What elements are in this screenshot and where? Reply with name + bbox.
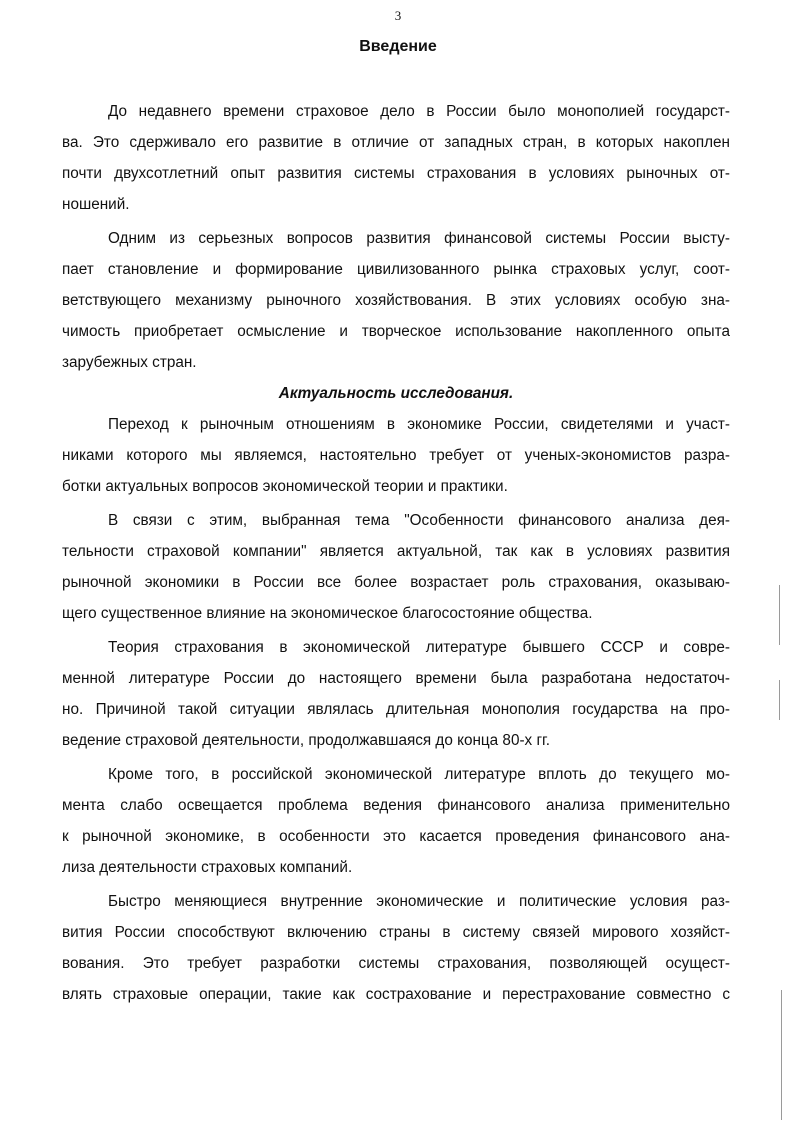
- text-line: ветствующего механизму рыночного хозяйствования. В этих условиях особую зна-: [62, 292, 730, 309]
- text-line: ведение страховой деятельности, продолжавшаяся до конца 80-х гг.: [62, 732, 550, 749]
- text-line: Быстро меняющиеся внутренние экономические и политические условия раз-: [108, 893, 730, 910]
- text-line: тельности страховой компании" является актуальной, так как в условиях развития: [62, 543, 730, 560]
- text-line: но. Причиной такой ситуации являлась длительная монополия государства на про-: [62, 701, 730, 718]
- paragraph-4: [62, 505, 730, 629]
- text-line: ва. Это сдерживало его развитие в отличие от западных стран, в которых накоплен: [62, 134, 730, 151]
- text-line: вования. Это требует разработки системы страхования, позволяющей осущест-: [62, 955, 730, 972]
- body-text: [62, 96, 730, 1010]
- text-line: Кроме того, в российской экономической литературе вплоть до текущего мо-: [108, 766, 730, 783]
- text-line: Одним из серьезных вопросов развития финансовой системы России высту-: [108, 230, 730, 247]
- paragraph-7: [62, 886, 730, 1010]
- scan-artifact: [781, 990, 782, 1120]
- text-line: никами которого мы являемся, настоятельно требует от ученых-экономистов разра-: [62, 447, 730, 464]
- text-line: к рыночной экономике, в особенности это касается проведения финансового ана-: [62, 828, 730, 845]
- text-line: почти двухсотлетний опыт развития системы страхования в условиях рыночных от-: [62, 165, 730, 182]
- text-line: До недавнего времени страховое дело в России было монополией государст-: [108, 103, 730, 120]
- text-line: мента слабо освещается проблема ведения финансового анализа применительно: [62, 797, 730, 814]
- text-line: чимость приобретает осмысление и творческое использование накопленного опыта: [62, 323, 730, 340]
- text-line: Переход к рыночным отношениям в экономике России, свидетелями и участ-: [108, 416, 730, 433]
- text-line: вития России способствуют включению страны в систему связей мирового хозяйст-: [62, 924, 730, 941]
- text-line: ношений.: [62, 196, 130, 213]
- paragraph-5: [62, 632, 730, 756]
- page-number: 3: [394, 8, 402, 23]
- text-line: менной литературе России до настоящего времени была разработана недостаточ-: [62, 670, 730, 687]
- text-line: щего существенное влияние на экономическое благосостояние общества.: [62, 605, 593, 622]
- paragraph-1: [62, 96, 730, 220]
- text-line: рыночной экономики в России все более возрастает роль страхования, оказываю-: [62, 574, 730, 591]
- scan-artifact: [779, 680, 780, 720]
- paragraph-2: [62, 223, 730, 378]
- paragraph-3: [62, 409, 730, 502]
- text-line: В связи с этим, выбранная тема "Особенности финансового анализа дея-: [108, 512, 730, 529]
- page-title: Введение: [359, 38, 437, 55]
- text-line: Теория страхования в экономической литературе бывшего СССР и совре-: [108, 639, 730, 656]
- text-line: зарубежных стран.: [62, 354, 197, 371]
- text-line: ботки актуальных вопросов экономической теории и практики.: [62, 478, 508, 495]
- text-line: лиза деятельности страховых компаний.: [62, 859, 353, 876]
- section-subheading: Актуальность исследования.: [278, 385, 514, 402]
- text-line: влять страховые операции, такие как сострахование и перестрахование совместно с: [62, 986, 730, 1003]
- text-line: пает становление и формирование цивилизованного рынка страховых услуг, соот-: [62, 261, 730, 278]
- paragraph-6: [62, 759, 730, 883]
- scan-artifact: [779, 585, 780, 645]
